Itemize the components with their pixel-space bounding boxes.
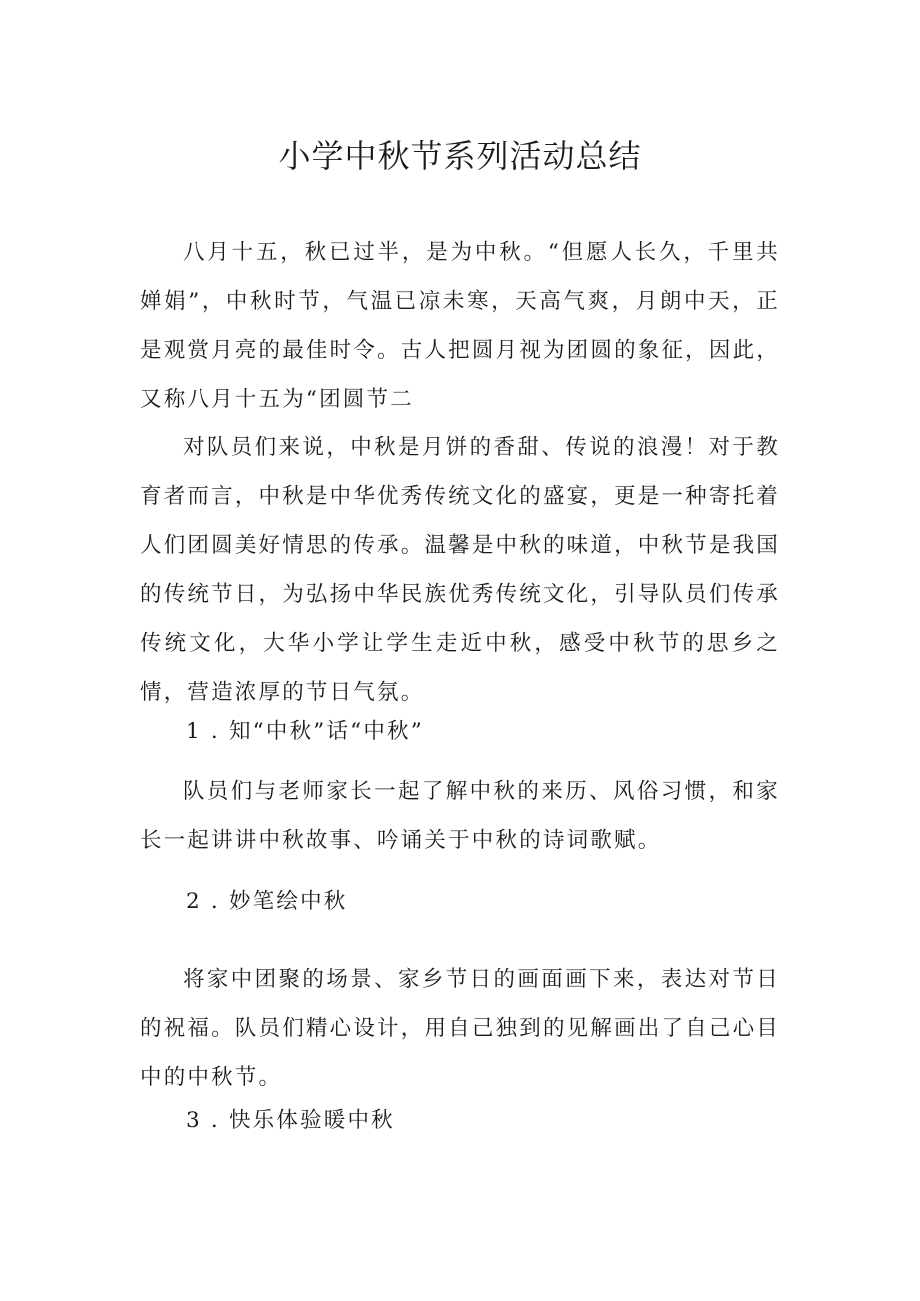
document-title: 小学中秋节系列活动总结 bbox=[278, 137, 642, 175]
section-heading-1: 1 . 知“中秋”话“中秋” bbox=[186, 719, 424, 744]
section-2-paragraph: 将家中团聚的场景、家乡节日的画面画下来，表达对节日的祝福。队员们精心设计，用自己独到的见解画出了自己心目中的中秋节。 bbox=[140, 967, 780, 1090]
section-heading-3: 3 . 快乐体验暖中秋 bbox=[186, 1108, 395, 1133]
intro-paragraph: 八月十五，秋已过半，是为中秋。“但愿人长久，千里共婵娟”，中秋时节，气温已凉未寒，天高气爽，月朗中天，正是观赏月亮的最佳时令。古人把圆月视为团圆的象征，因此，又称八月十五为“团圆节二 bbox=[140, 240, 780, 412]
purpose-paragraph: 对队员们来说，中秋是月饼的香甜、传说的浪漫！对于教育者而言，中秋是中华优秀传统文化的盛宴，更是一种寄托着人们团圆美好情思的传承。温馨是中秋的味道，中秋节是我国的传统节日，为弘扬中华民族优秀传统文化，引导队员们传承传统文化，大华小学让学生走近中秋，感受中秋节的思乡之情，营造浓厚的节日气氛。 bbox=[140, 435, 780, 705]
section-heading-2: 2 . 妙笔绘中秋 bbox=[186, 889, 348, 914]
section-1-paragraph: 队员们与老师家长一起了解中秋的来历、风俗习惯，和家长一起讲讲中秋故事、吟诵关于中秋的诗词歌赋。 bbox=[140, 779, 780, 853]
